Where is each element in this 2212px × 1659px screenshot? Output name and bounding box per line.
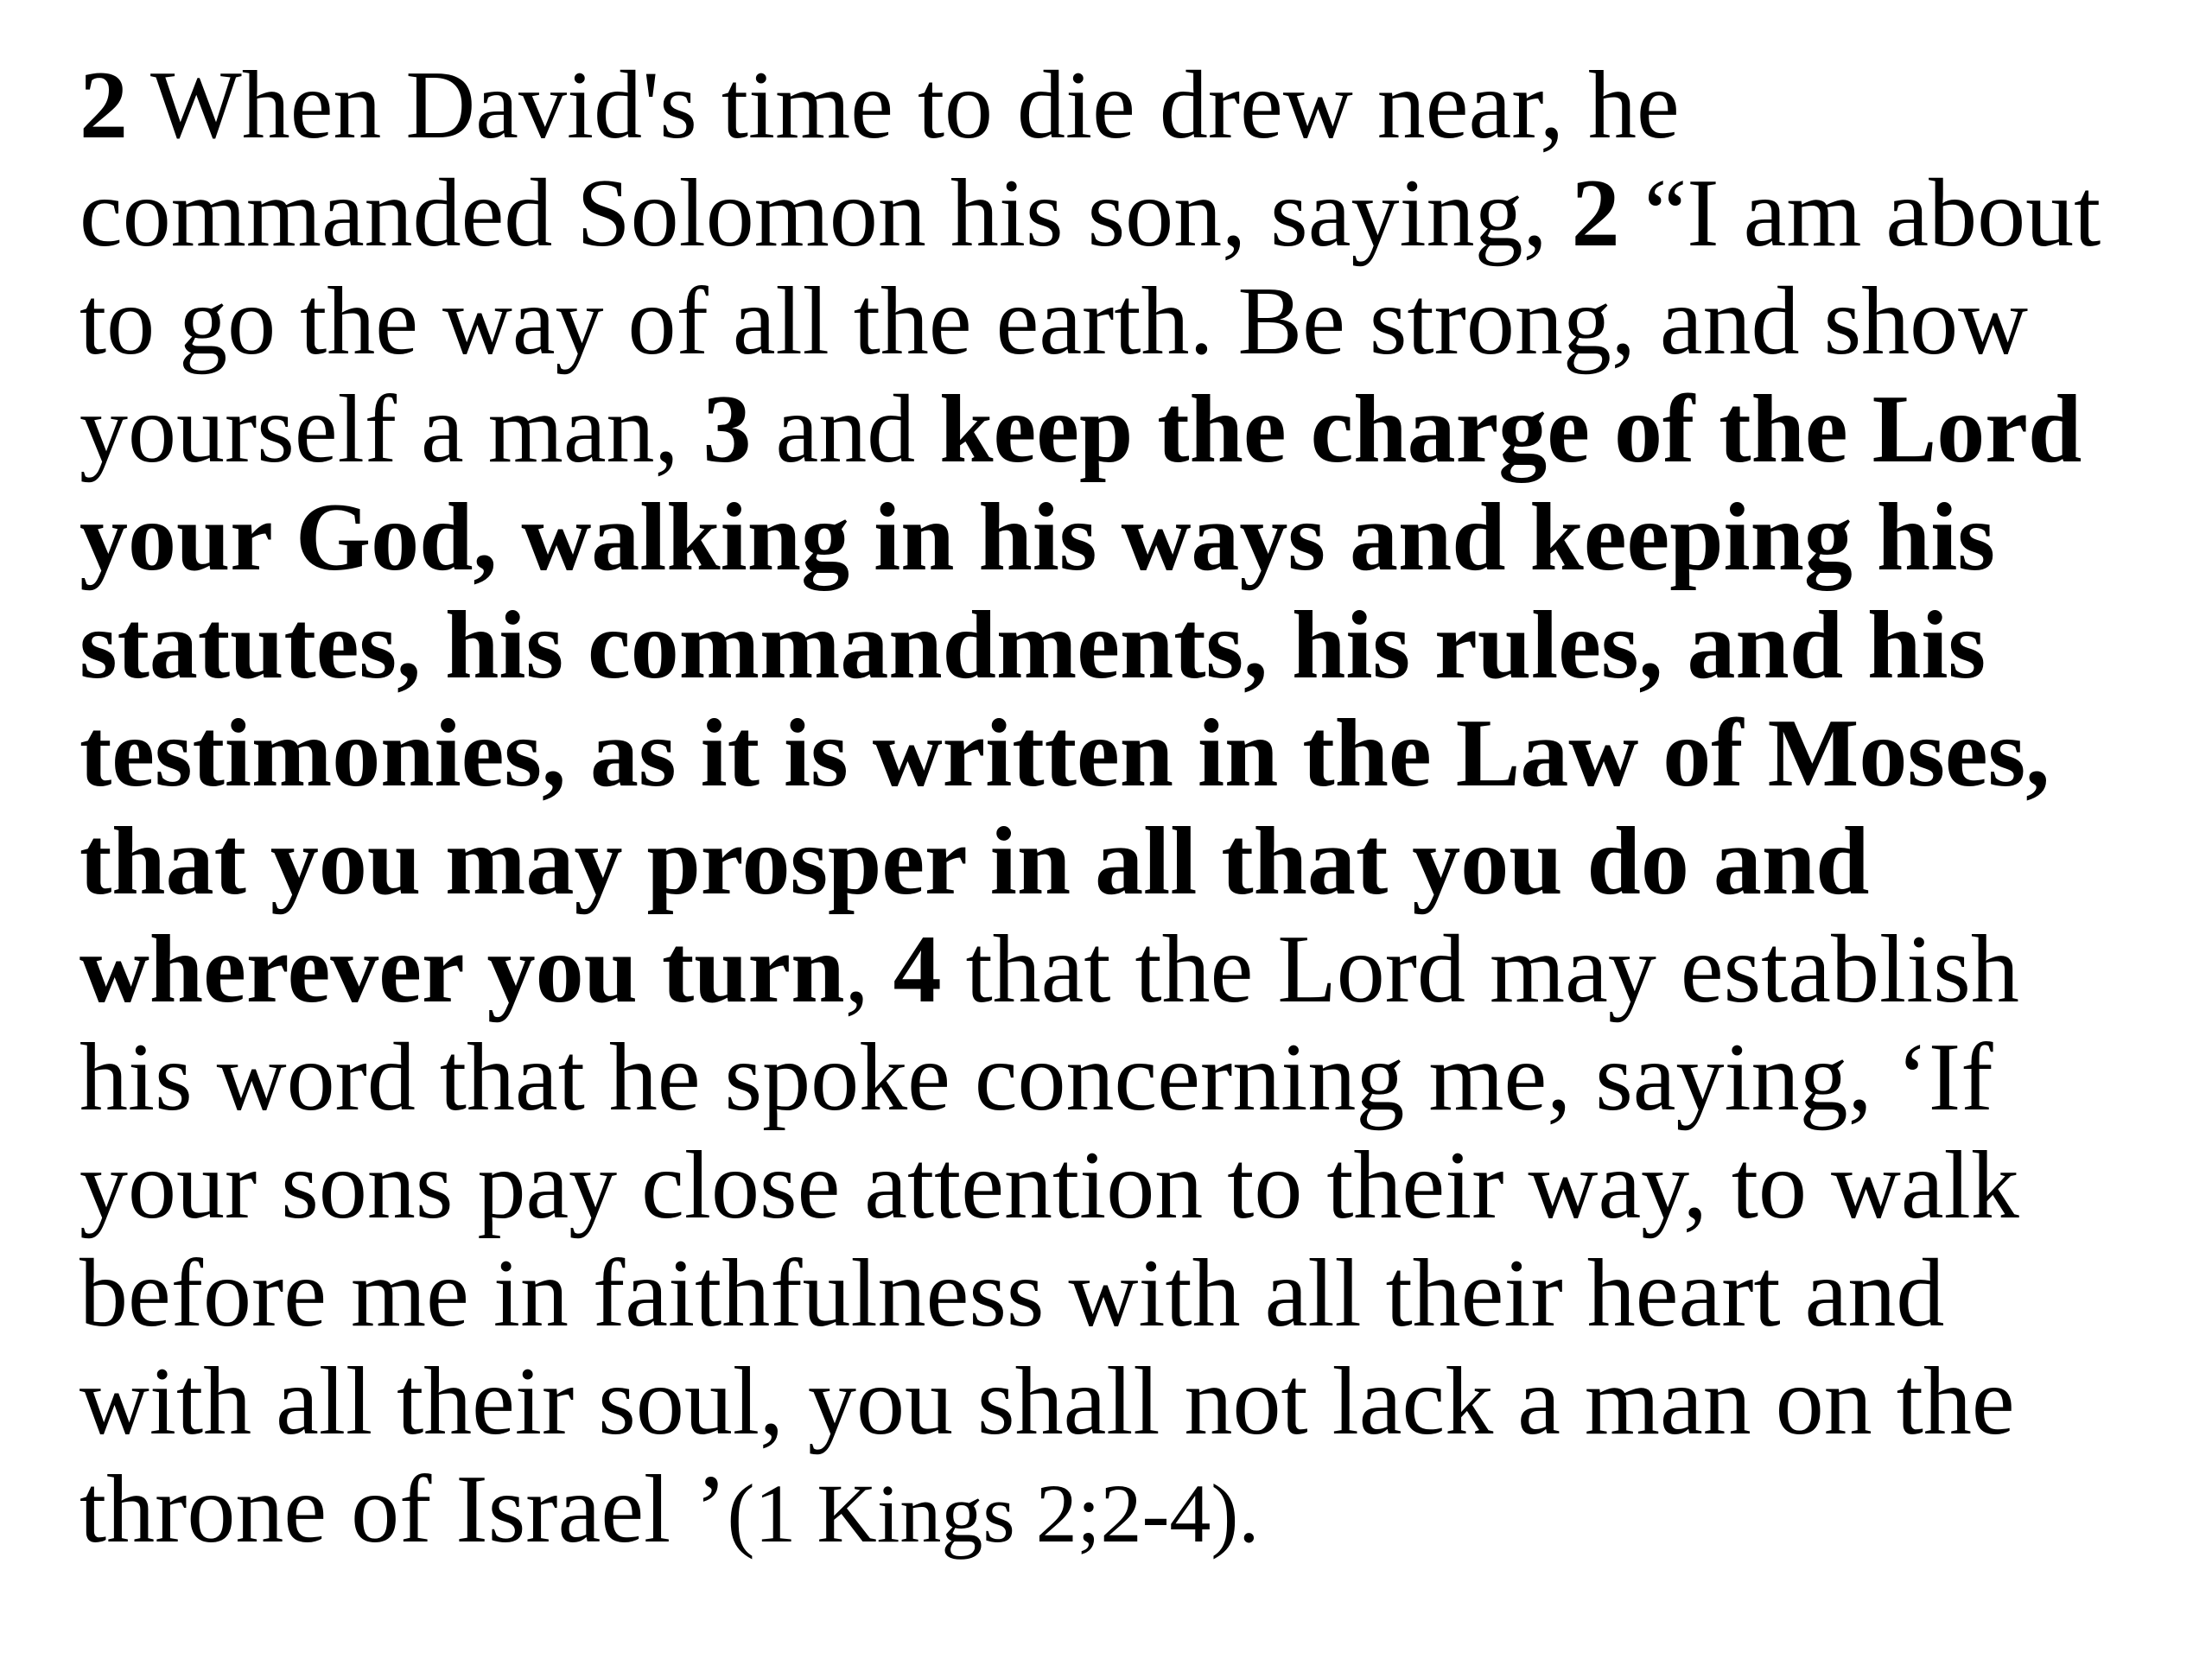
passage-line bbox=[79, 1240, 2179, 1348]
passage-line bbox=[79, 52, 2179, 160]
emphasized-text: that you may prosper in all that you do and bbox=[79, 808, 1870, 915]
passage-text: your sons pay close attention to their way, to walk bbox=[79, 1132, 2019, 1239]
passage-text: that the Lord may establish bbox=[941, 916, 2019, 1023]
passage-line bbox=[79, 808, 2179, 916]
verse-number: 3 bbox=[702, 376, 752, 483]
passage-text: to go the way of all the earth. Be strong, and show bbox=[79, 268, 2029, 375]
verse-number: 2 bbox=[1571, 160, 1620, 267]
verse-number: 4 bbox=[893, 916, 942, 1023]
citation: (1 Kings 2;2-4). bbox=[727, 1467, 1260, 1560]
passage-line bbox=[79, 1348, 2179, 1456]
passage-text: throne of Israel ’ bbox=[79, 1456, 728, 1563]
passage-text: yourself a man, bbox=[79, 376, 703, 483]
passage-line bbox=[79, 1456, 2179, 1567]
emphasized-text: wherever you turn bbox=[79, 916, 845, 1023]
passage-text: “I am about bbox=[1619, 160, 2101, 267]
passage-line bbox=[79, 160, 2179, 268]
emphasized-text: keep the charge of the Lord bbox=[939, 376, 2082, 483]
passage-text: When David's time to die drew near, he bbox=[128, 52, 1680, 159]
passage-line bbox=[79, 700, 2179, 808]
passage-line bbox=[79, 1024, 2179, 1132]
emphasized-text: testimonies, as it is written in the Law of Moses, bbox=[79, 700, 2050, 807]
passage-line bbox=[79, 484, 2179, 592]
emphasized-text: your God, walking in his ways and keeping his bbox=[79, 484, 1995, 591]
scripture-passage bbox=[79, 52, 2179, 1567]
passage-line bbox=[79, 916, 2179, 1024]
verse-number: 2 bbox=[79, 52, 128, 159]
passage-line bbox=[79, 1132, 2179, 1240]
emphasized-text: statutes, his commandments, his rules, and his bbox=[79, 592, 1986, 699]
passage-line bbox=[79, 268, 2179, 376]
passage-line bbox=[79, 376, 2179, 484]
passage-text: , bbox=[844, 916, 893, 1023]
passage-line bbox=[79, 592, 2179, 700]
passage-text: before me in faithfulness with all their heart and bbox=[79, 1240, 1945, 1347]
passage-text: with all their soul, you shall not lack a man on the bbox=[79, 1348, 2015, 1455]
passage-text: his word that he spoke concerning me, saying, ‘If bbox=[79, 1024, 1993, 1131]
passage-text: commanded Solomon his son, saying, bbox=[79, 160, 1572, 267]
passage-text: and bbox=[751, 376, 940, 483]
